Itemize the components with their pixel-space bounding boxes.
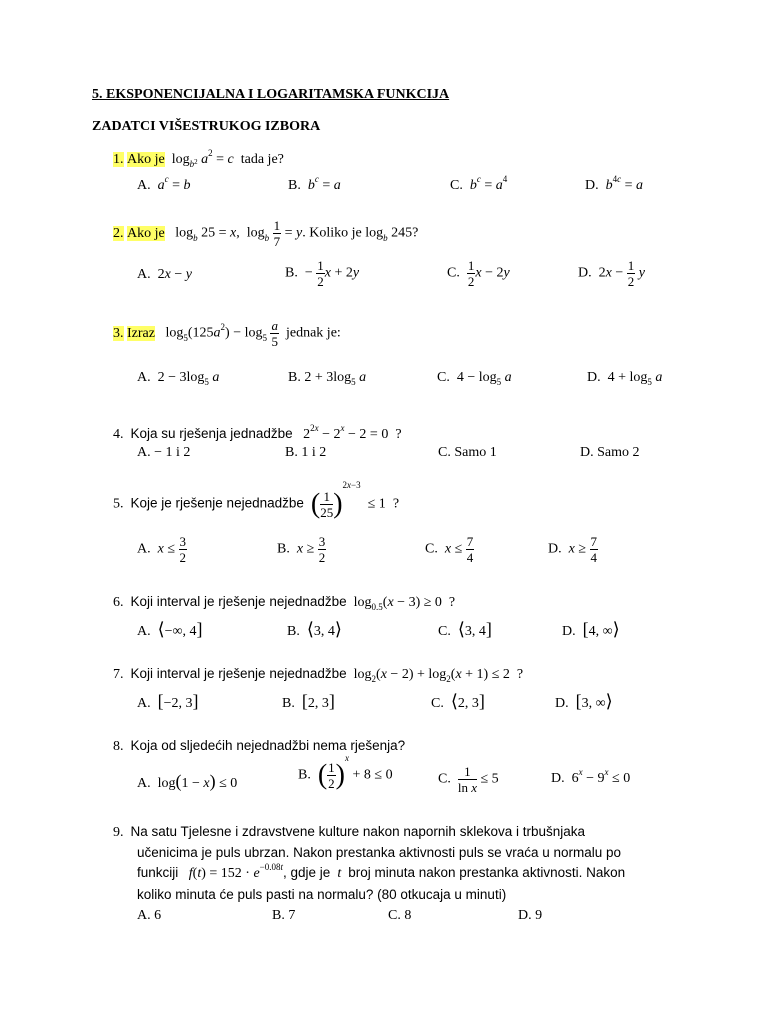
q6-option-c: C. ⟨3, 4] <box>438 619 492 639</box>
question-3-prefix: Izraz <box>127 325 155 341</box>
q1-option-c: C. $b^c = a^4$ <box>450 174 508 193</box>
q2-option-a: A. 2x − y <box>137 267 192 282</box>
question-6-end: ? <box>448 595 456 610</box>
section-title: 5. EKSPONENCIJALNA I LOGARITAMSKA FUNKCIJA <box>92 87 450 102</box>
question-8 <box>113 739 405 754</box>
q7-option-b: B. [2, 3] <box>282 691 335 711</box>
q2-option-c: C. $\frac{1}{2}$ x − 2y <box>447 258 510 289</box>
question-5-end: ? <box>392 496 400 512</box>
q3-option-a: A. $2 - 3\log_5$ a <box>137 370 220 387</box>
question-9-line-3: funkciji $f(t) = 152 \cdot e^{-0.08t}$, gdje je t broj minuta nakon prestanka aktivnosti. Nakon <box>137 862 626 881</box>
q9-option-a: A. 6 <box>137 908 162 923</box>
q1-option-b: B. $b^c = a$ <box>288 174 341 193</box>
question-6-number: 6. <box>113 595 124 610</box>
question-9-number: 9. <box>113 825 124 840</box>
q7-option-c: C. ⟨2, 3] <box>431 691 485 711</box>
question-9-text-1: Na satu Tjelesne i zdravstvene kulture nakon napornih sklekova i trbušnjaka <box>130 824 586 839</box>
q5-option-a: A. x ≤ $\frac{3}{2}$ <box>137 534 187 565</box>
question-4-end: ? <box>395 427 402 442</box>
q9-option-b: B. 7 <box>272 908 296 923</box>
question-6: 6. Koji interval je rješenje nejednadžbe $\log_{0.5}(x - 3) \ge 0$ ? <box>113 594 456 612</box>
q1-option-a: A. $a^c = b$ <box>137 174 191 193</box>
q4-option-d: D. Samo 2 <box>580 445 640 460</box>
q8-option-b: B. ( $\frac{1}{2}$ )$^x$ + 8 ≤ 0 <box>298 752 393 791</box>
question-9-text-3b: , gdje je <box>283 865 331 880</box>
question-7: 7. Koji interval je rješenje nejednadžbe $\log_2(x - 2) + \log_2(x + 1) \le 2$ ? <box>113 666 524 684</box>
q8-option-c: C. $\frac{1}{\text{ln x}}$ ≤ 5 <box>438 764 499 795</box>
question-2-number: 2. <box>113 225 124 241</box>
question-6-text: Koji interval je rješenje nejednadžbe <box>130 594 347 609</box>
question-9-text-3a: funkciji <box>137 865 179 880</box>
question-4-number: 4. <box>113 427 124 442</box>
q8-option-a: A. log(1 − x) ≤ 0 <box>137 771 238 791</box>
q3-option-d: D. $4 + \log_5 a$ <box>587 370 663 387</box>
q3-option-c: C. $4 - \log_5 a$ <box>437 370 512 387</box>
question-1-prefix: Ako je <box>127 152 165 167</box>
q4-option-b: B. 1 i 2 <box>285 445 327 460</box>
q3-option-b: B. $2 + 3\log_5$ a <box>288 370 367 387</box>
q6-option-a: A. ⟨−∞, 4] <box>137 619 203 639</box>
q7-option-d: D. [3, ∞⟩ <box>555 691 613 711</box>
q6-option-d: D. [4, ∞⟩ <box>562 619 620 639</box>
question-1-number: 1. <box>113 152 124 167</box>
question-1: 1. Ako je $\log_{b^2} a^2 = c$ tada je? <box>113 148 284 169</box>
question-8-text: Koja od sljedećih nejednadžbi nema rješenja? <box>130 738 406 753</box>
question-9-text-3c: broj minuta nakon prestanka aktivnosti. Nakon <box>348 865 626 880</box>
q1-option-d: D. $b^{4c} = a$ <box>585 174 644 193</box>
q2-option-b: B. − $\frac{1}{2}$ x + 2y <box>285 258 360 289</box>
question-5-number: 5. <box>113 496 124 512</box>
question-9-line-2: učenicima je puls ubrzan. Nakon prestanka aktivnosti puls se vraća u normalu po <box>137 845 622 860</box>
q7-option-a: A. [−2, 3] <box>137 691 199 711</box>
question-2-middle: . Koliko je <box>302 225 362 241</box>
question-4: 4. Koja su rješenja jednadžbe $2^{2x} - 2^x - 2 = 0$ ? <box>113 423 402 442</box>
q8-option-d: D. $6^x - 9^x \le 0$ <box>551 767 631 786</box>
question-2-prefix: Ako je <box>127 225 165 241</box>
question-5: 5. Koje je rješenje nejednadžbe ( $\frac{1}{25}$ )$^{2x-3}$ ≤ 1 ? <box>113 479 400 520</box>
question-2-end: ? <box>412 225 419 241</box>
q5-option-b: B. x ≥ $\frac{3}{2}$ <box>277 534 326 565</box>
q9-option-c: C. 8 <box>388 908 412 923</box>
question-2: 2. Ako je $\log_b 25 = x$, $\log_b$ $\frac{1}{7}$ = y. Koliko je $\log_b 245$? <box>113 218 419 249</box>
question-4-text: Koja su rješenja jednadžbe <box>130 426 293 441</box>
question-3-suffix: jednak je: <box>285 325 341 341</box>
question-7-number: 7. <box>113 667 124 682</box>
question-3-number: 3. <box>113 325 124 341</box>
question-7-text: Koji interval je rješenje nejednadžbe <box>130 666 347 681</box>
question-7-end: ? <box>516 667 524 682</box>
q6-option-b: B. ⟨3, 4⟩ <box>287 619 342 639</box>
question-3: 3. Izraz $\log_5(125a^2) - \log_5$ $\frac{a}{5}$ jednak je: <box>113 318 341 349</box>
question-9-line-4: koliko minuta će puls pasti na normalu? (80 otkucaja u minuti) <box>137 887 507 902</box>
section-subtitle: ZADATCI VIŠESTRUKOG IZBORA <box>92 119 321 134</box>
question-9-line-1 <box>113 825 585 840</box>
q9-option-d: D. 9 <box>518 908 543 923</box>
question-5-text: Koje je rješenje nejednadžbe <box>130 495 304 511</box>
q2-option-d: D. 2x − $\frac{1}{2}$ y <box>578 258 645 289</box>
question-8-number: 8. <box>113 739 124 754</box>
question-1-suffix: tada je? <box>240 152 284 167</box>
q4-option-c: C. Samo 1 <box>438 445 497 460</box>
q5-option-d: D. x ≥ $\frac{7}{4}$ <box>548 534 598 565</box>
q4-option-a: A. − 1 i 2 <box>137 445 191 460</box>
q5-option-c: C. x ≤ $\frac{7}{4}$ <box>425 534 474 565</box>
